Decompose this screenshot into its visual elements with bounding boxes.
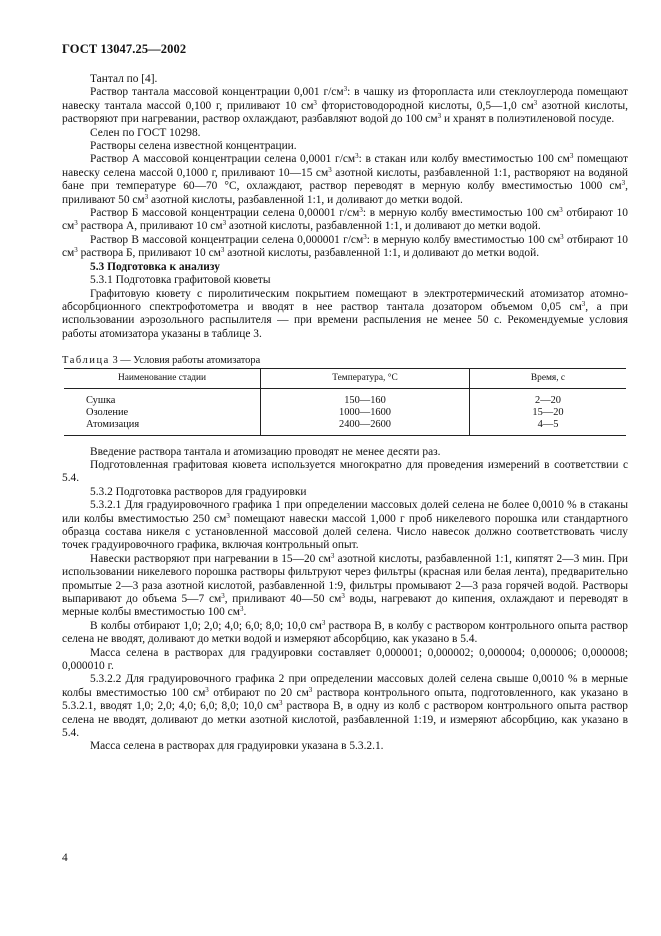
paragraph: Подготовленная графитовая кювета используется многократно для проведения измерений в соответствии с 5.4. xyxy=(62,458,628,485)
paragraph: 5.3.2.2 Для градуировочного графика 2 при определении массовых долей селена свыше 0,0010 % в мерные колбы вместимостью 100 $см^3$ отбирают по 20 $см^3$ раствора контрольного опыта, подготовленного, как указано в 5.3.2.1, вводят 1,0; 2,0; 4,0; 6,0; 8,0; 10,0 $см^3$ раствора В, в одну из колб с раствором контрольного опыта раствор селена не вводят, доливают до метки азотной кислотой, разбавленной 1:19, и измеряют абсорбцию, как указано в 5.4. xyxy=(62,673,629,740)
table-caption: Таблица 3 — Условия работы атомизатора xyxy=(62,355,261,367)
paragraph: Масса селена в растворах для градуировки составляет 0,000001; 0,000002; 0,000004; 0,000006; 0,000008; 0,000010 г. xyxy=(62,646,628,673)
table-row: Сушка 150—160 2—20 xyxy=(64,388,626,407)
page-header-standard-number: ГОСТ 13047.25—2002 xyxy=(62,42,187,56)
page-number: 4 xyxy=(62,852,68,864)
paragraph: 5.3.2.1 Для градуировочного графика 1 при определении массовых долей селена не более 0,0010 % в стаканы или колбы вместимостью 250 $см^3$ помещают навески массой 1,000 г проб никелевого порошка или стандартного образца состава никеля с установленной массовой долей селена. Число навесок должно соответствовать числу точек градуировочного графика, включая контрольный опыт. xyxy=(62,499,628,552)
paragraph: Введение раствора тантала и атомизацию проводят не менее десяти раз. xyxy=(90,445,441,458)
paragraph: Селен по ГОСТ 10298. xyxy=(90,126,201,139)
paragraph: Растворы селена известной концентрации. xyxy=(90,140,297,153)
subsection-heading: 5.3.2 Подготовка растворов для градуировки xyxy=(90,485,307,498)
table-header: Наименование стадии xyxy=(64,368,261,388)
paragraph: Масса селена в растворах для градуировки указана в 5.3.2.1. xyxy=(90,740,384,753)
paragraph: В колбы отбирают 1,0; 2,0; 4,0; 6,0; 8,0; 10,0 $см^3$ раствора В, в колбу с раствором контрольного опыта раствор селена не вводят, доливают до метки водой и измеряют абсорбцию, как указано в 5.4. xyxy=(62,618,628,646)
table-row: Озоление 1000—1600 15—20 xyxy=(64,407,626,419)
table-header: Время, с xyxy=(470,368,627,388)
paragraph: Раствор Б массовой концентрации селена 0,00001 $г/см^3$: в мерную колбу вместимостью 100 $см^3$ отбирают 10 $см^3$ раствора А, приливают 10 $см^3$ азотной кислоты, разбавленной 1:1, и доливают до метки водой. xyxy=(62,206,629,233)
paragraph: Тантал по [4]. xyxy=(90,73,158,85)
paragraph: Навески растворяют при нагревании в 15—20 $см^3$ азотной кислоты, разбавленной 1:1, кипятят 2—3 мин. При использовании никелевого порошка растворы фильтруют через фильтры (красная или белая лента), предварительно промытые 2—3 раза азотной кислотой, разбавленной 1:9, фильтры промывают 2—3 раза горячей водой. Растворы выпаривают до объема 5—7 $см^3$, приливают 40—50 $см^3$ воды, нагревают до кипения, охлаждают и переводят в мерные колбы вместимостью 100 $см^3$. xyxy=(62,551,628,619)
subsection-heading: 5.3.1 Подготовка графитовой кюветы xyxy=(90,274,271,287)
atomizer-conditions-table xyxy=(64,368,626,436)
table-header: Температура, °С xyxy=(261,368,470,388)
paragraph: Раствор В массовой концентрации селена 0,000001 $г/см^3$: в мерную колбу вместимостью 100 $см^3$ отбирают 10 $см^3$ раствора Б, приливают 10 $см^3$ азотной кислоты, разбавленной 1:1, и доливают до метки водой. xyxy=(62,232,628,260)
paragraph: Графитовую кювету с пиролитическим покрытием помещают в электротермический атомизатор атомно-абсорбционного спектрофотометра и вводят в нее раствор тантала дозатором объемом 0,05 $см^3$, а при использовании аэрозольного распылителя — при времени распыления не менее 50 с. Рекомендуемые условия работы атомизатора указаны в таблице 3. xyxy=(62,287,628,340)
paragraph: Раствор тантала массовой концентрации 0,001 $г/см^3$: в чашку из фторопласта или стеклоуглерода помещают навеску тантала массой 0,100 г, приливают 10 $см^3$ фтористоводородной кислоты, 0,5—1,0 $см^3$ азотной кислоты, растворяют при нагревании, раствор охлаждают, разбавляют водой до 100 $см^3$ и хранят в полиэтиленовой посуде. xyxy=(62,85,628,126)
document-body xyxy=(62,73,628,754)
section-heading: 5.3 Подготовка к анализу xyxy=(90,260,220,273)
paragraph: Раствор А массовой концентрации селена 0,0001 $г/см^3$: в стакан или колбу вместимостью 100 $см^3$ помещают навеску селена массой 0,1000 г, приливают 10—15 $см^3$ азотной кислоты, разбавленной 1:1, растворяют на водяной бане при температуре 60—70 °С, охлаждают, раствор переводят в мерную колбу вместимостью 1000 $см^3$, приливают 50 $см^3$ азотной кислоты, разбавленной 1:1, и доливают до метки водой. xyxy=(62,152,628,206)
table-row: Атомизация 2400—2600 4—5 xyxy=(64,419,626,436)
